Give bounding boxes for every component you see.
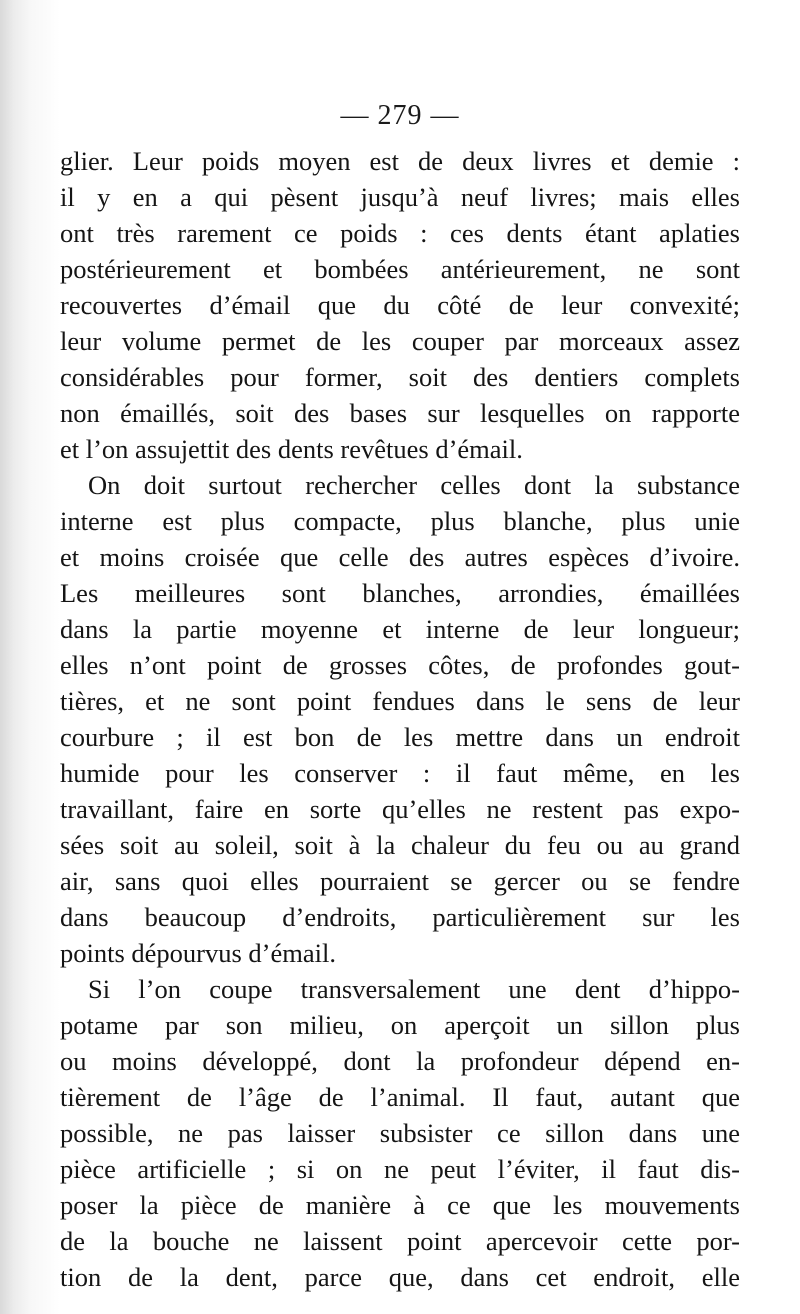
text-line: humide pour les conserver : il faut même, en les	[60, 758, 740, 788]
paragraph-start-line: Si l’on coupe transversalement une dent d’hippo-	[88, 974, 740, 1004]
text-line: postérieurement et bombées antérieurement, ne sont	[60, 254, 740, 284]
text-line: et moins croisée que celle des autres espèces d’ivoire.	[60, 542, 740, 572]
paragraph-end-line: et l’on assujettit des dents revêtues d’émail.	[60, 434, 523, 464]
text-line: Les meilleures sont blanches, arrondies, émaillées	[60, 578, 740, 608]
text-line: leur volume permet de les couper par morceaux assez	[60, 326, 740, 356]
text-line: air, sans quoi elles pourraient se gercer ou se fendre	[60, 866, 740, 896]
text-line: non émaillés, soit des bases sur lesquelles on rapporte	[60, 398, 740, 428]
text-line: courbure ; il est bon de les mettre dans un endroit	[60, 722, 740, 752]
paragraph-start-line: On doit surtout rechercher celles dont la substance	[88, 470, 740, 500]
page-body-text	[60, 143, 740, 1295]
text-line: recouvertes d’émail que du côté de leur convexité;	[60, 290, 740, 320]
text-line: ont très rarement ce poids : ces dents étant aplaties	[60, 218, 740, 248]
text-line: il y en a qui pèsent jusqu’à neuf livres; mais elles	[60, 182, 740, 212]
text-line: pièce artificielle ; si on ne peut l’éviter, il faut dis-	[60, 1154, 740, 1184]
text-line: de la bouche ne laissent point apercevoir cette por-	[60, 1226, 740, 1256]
text-line: travaillant, faire en sorte qu’elles ne restent pas expo-	[60, 794, 740, 824]
text-line: dans beaucoup d’endroits, particulièrement sur les	[60, 902, 740, 932]
text-line: sées soit au soleil, soit à la chaleur du feu ou au grand	[60, 830, 740, 860]
page-number: — 279 —	[340, 100, 460, 131]
text-line: glier. Leur poids moyen est de deux livres et demie :	[60, 146, 740, 176]
text-line: potame par son milieu, on aperçoit un sillon plus	[60, 1010, 740, 1040]
text-line: considérables pour former, soit des dentiers complets	[60, 362, 740, 392]
text-line: possible, ne pas laisser subsister ce sillon dans une	[60, 1118, 740, 1148]
text-line: elles n’ont point de grosses côtes, de profondes gout-	[60, 650, 740, 680]
text-line: ou moins développé, dont la profondeur dépend en-	[60, 1046, 740, 1076]
text-line: dans la partie moyenne et interne de leur longueur;	[60, 614, 740, 644]
paragraph-end-line: points dépourvus d’émail.	[60, 938, 336, 968]
text-line: tièrement de l’âge de l’animal. Il faut, autant que	[60, 1082, 740, 1112]
text-line: tières, et ne sont point fendues dans le sens de leur	[60, 686, 740, 716]
text-line: tion de la dent, parce que, dans cet endroit, elle	[60, 1262, 740, 1292]
text-line: poser la pièce de manière à ce que les mouvements	[60, 1190, 740, 1220]
text-line: interne est plus compacte, plus blanche, plus unie	[60, 506, 740, 536]
